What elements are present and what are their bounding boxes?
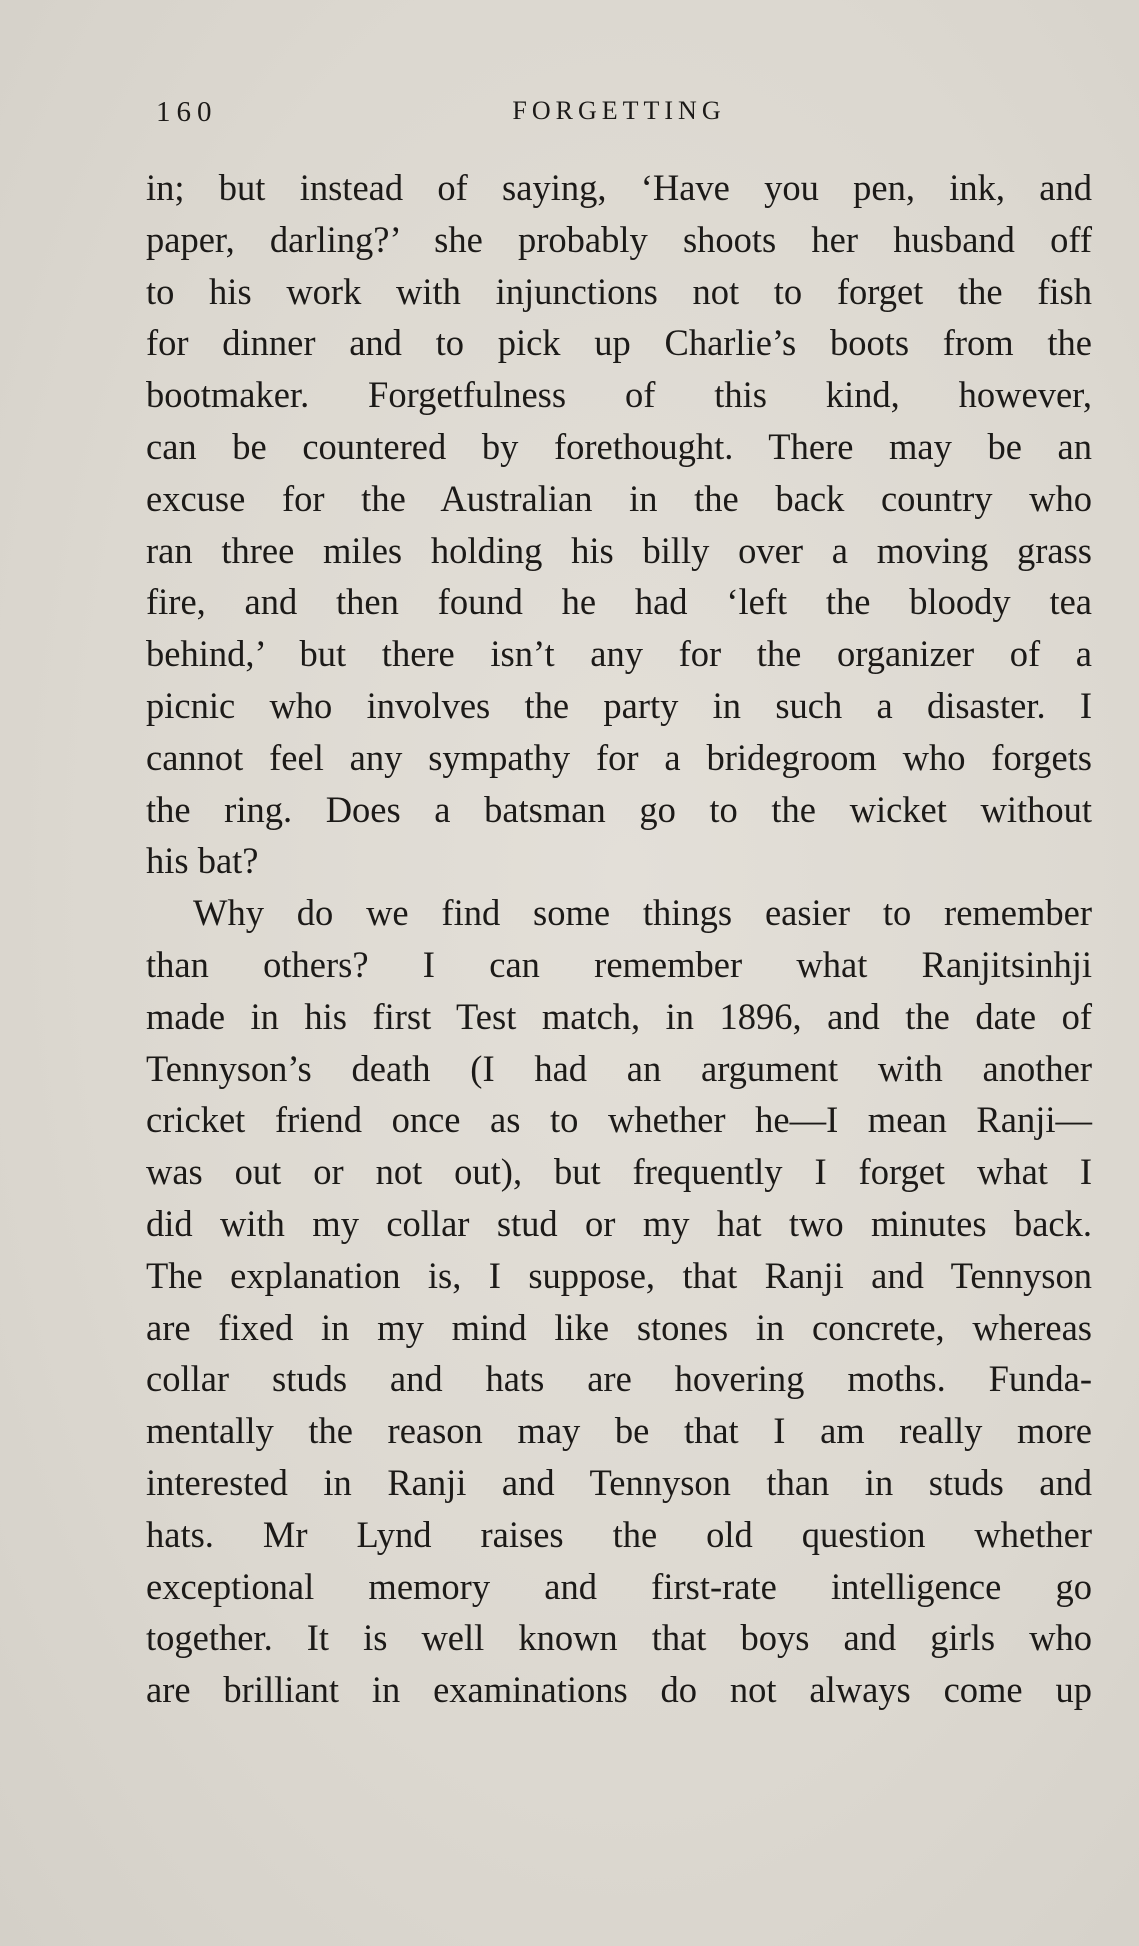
running-head bbox=[146, 96, 1092, 136]
text-line: cannot feel any sympathy for a bridegroom who forgets bbox=[146, 736, 1092, 778]
text-line: in; but instead of saying, ‘Have you pen, ink, and bbox=[146, 167, 1092, 208]
page-number: 160 bbox=[156, 96, 218, 128]
text-line: behind,’ but there isn’t any for the organizer of a bbox=[146, 633, 1092, 675]
text-line: was out or not out), but frequently I forget what I bbox=[146, 1151, 1092, 1193]
text-line: collar studs and hats are hovering moths. Funda- bbox=[146, 1358, 1092, 1400]
text-line: cricket friend once as to whether he—I mean Ranji— bbox=[146, 1099, 1092, 1141]
text-line: mentally the reason may be that I am really more bbox=[146, 1410, 1092, 1452]
body-text bbox=[146, 162, 1092, 1716]
text-line: made in his first Test match, in 1896, and the date of bbox=[146, 995, 1092, 1037]
text-line: for dinner and to pick up Charlie’s boots from the bbox=[146, 322, 1092, 364]
text-line: are brilliant in examinations do not always come up bbox=[146, 1669, 1092, 1711]
text-line: picnic who involves the party in such a disaster. I bbox=[146, 684, 1092, 726]
text-line: Tennyson’s death (I had an argument with another bbox=[146, 1047, 1092, 1089]
text-line: excuse for the Australian in the back country who bbox=[146, 477, 1092, 519]
text-line: are fixed in my mind like stones in concrete, whereas bbox=[146, 1306, 1092, 1348]
text-line: paper, darling?’ she probably shoots her husband off bbox=[146, 218, 1092, 260]
text-line: exceptional memory and first-rate intelligence go bbox=[146, 1565, 1092, 1607]
paragraph-end-line: his bat? bbox=[146, 840, 259, 882]
text-line: hats. Mr Lynd raises the old question whether bbox=[146, 1513, 1092, 1555]
text-line: The explanation is, I suppose, that Ranji and Tennyson bbox=[146, 1254, 1092, 1296]
text-line: did with my collar stud or my hat two minutes back. bbox=[146, 1202, 1092, 1244]
text-line: together. It is well known that boys and girls who bbox=[146, 1617, 1092, 1659]
paragraph-first-line: Why do we find some things easier to remember bbox=[193, 892, 1092, 934]
text-line: can be countered by forethought. There may be an bbox=[146, 425, 1092, 467]
text-line: ran three miles holding his billy over a moving grass bbox=[146, 529, 1092, 571]
text-line: the ring. Does a batsman go to the wicket without bbox=[146, 788, 1092, 830]
text-line: fire, and then found he had ‘left the bloody tea bbox=[146, 581, 1092, 623]
running-title: FORGETTING bbox=[512, 96, 726, 125]
text-line: to his work with injunctions not to forget the fish bbox=[146, 270, 1092, 312]
text-line: interested in Ranji and Tennyson than in studs and bbox=[146, 1461, 1092, 1503]
text-line: bootmaker. Forgetfulness of this kind, however, bbox=[146, 374, 1092, 416]
text-line: than others? I can remember what Ranjitsinhji bbox=[146, 943, 1092, 985]
